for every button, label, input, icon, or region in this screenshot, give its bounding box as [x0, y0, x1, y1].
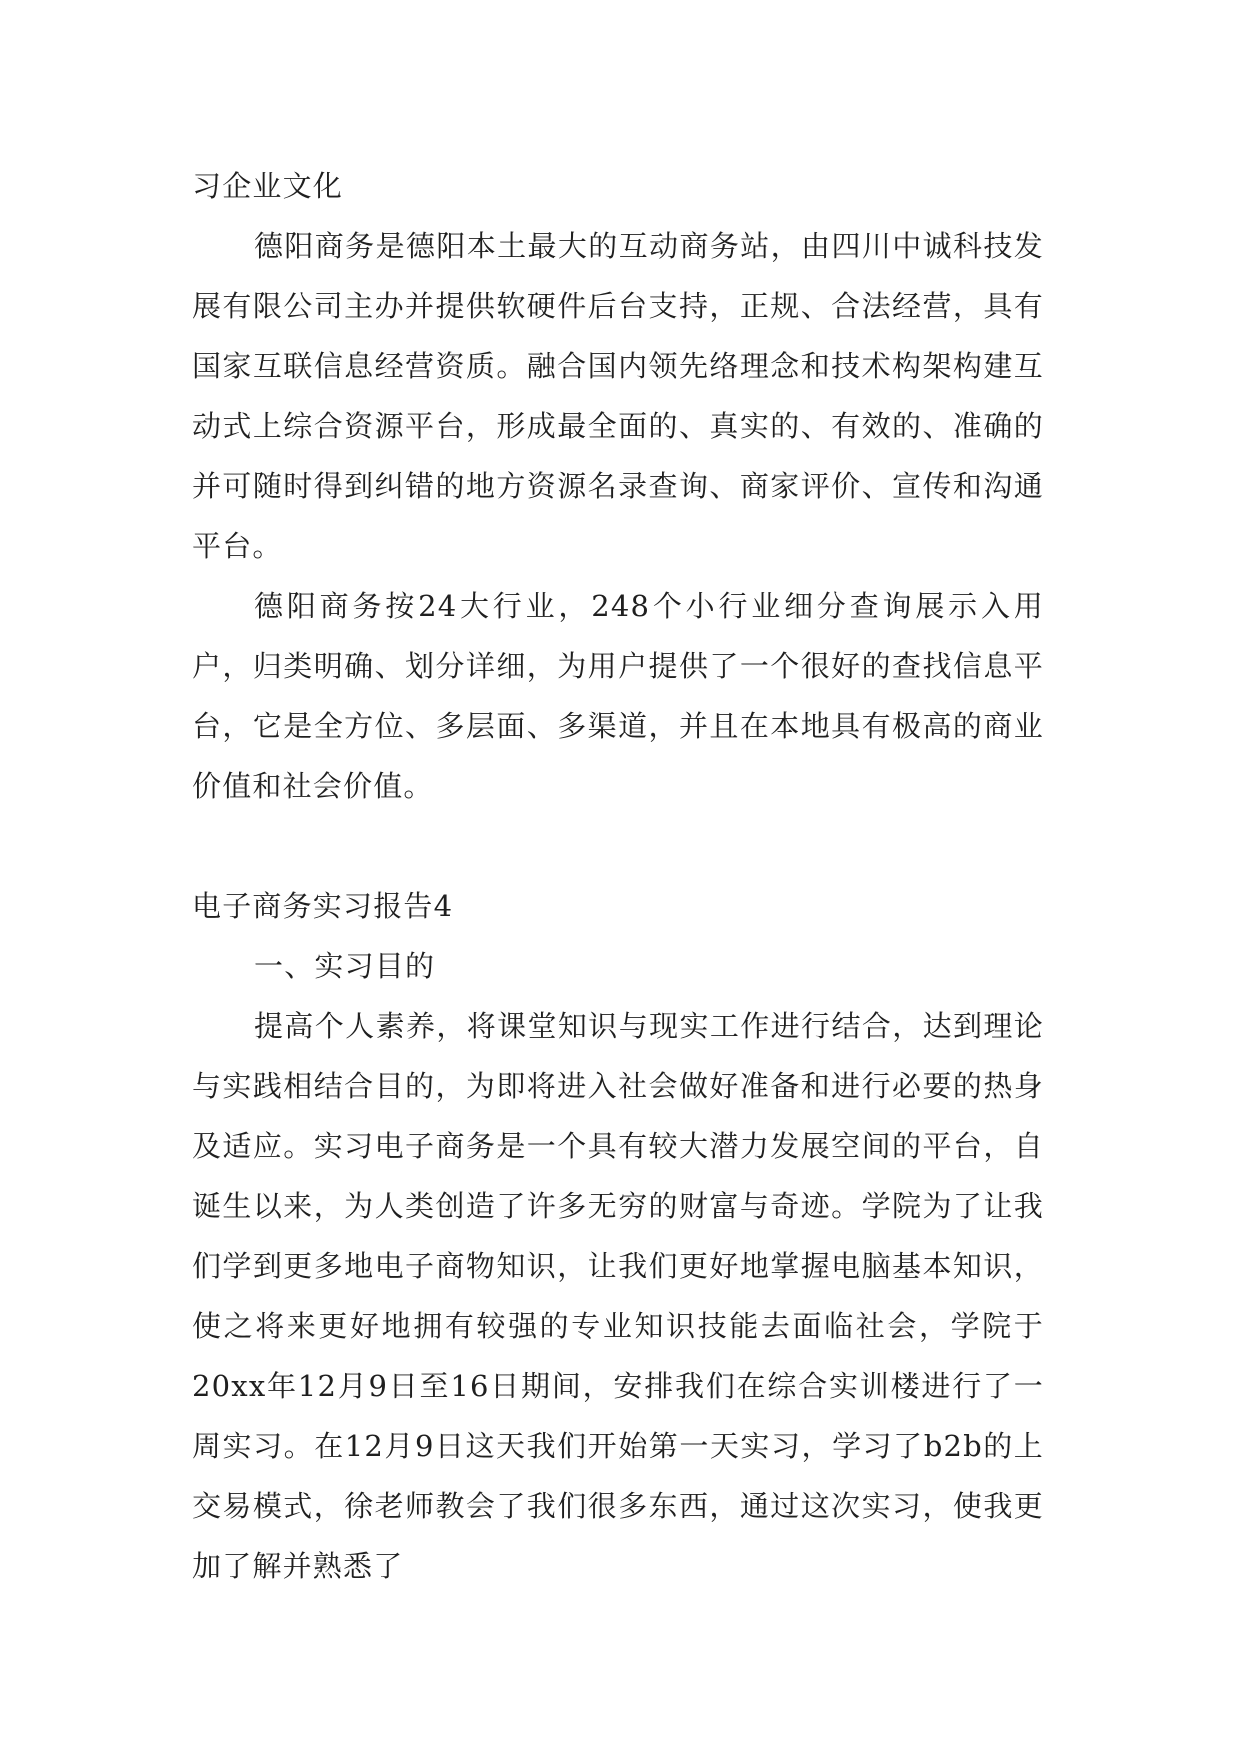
internship-purpose-heading: 一、实习目的: [254, 949, 436, 983]
document-body: [192, 156, 1044, 1596]
continued-heading-fragment: 习企业文化: [192, 169, 344, 203]
internship-purpose-paragraph: 提高个人素养，将课堂知识与现实工作进行结合，达到理论与实践相结合目的，为即将进入社会做好准备和进行必要的热身及适应。实习电子商务是一个具有较大潜力发展空间的平台，自诞生以来，为人类创造了许多无穷的财富与奇迹。学院为了让我们学到更多地电子商物知识，让我们更好地掌握电脑基本知识，使之将来更好地拥有较强的专业知识技能去面临社会，学院于20xx年12月9日至16日期间，安排我们在综合实训楼进行了一周实习。在12月9日这天我们开始第一天实习，学习了b2b的上交易模式，徐老师教会了我们很多东西，通过这次实习，使我更加了解并熟悉了: [192, 1009, 1044, 1583]
report-section-title: 电子商务实习报告4: [192, 889, 454, 923]
company-intro-paragraph: 德阳商务是德阳本土最大的互动商务站，由四川中诚科技发展有限公司主办并提供软硬件后台支持，正规、合法经营，具有国家互联信息经营资质。融合国内领先络理念和技术构架构建互动式上综合资源平台，形成最全面的、真实的、有效的、准确的并可随时得到纠错的地方资源名录查询、商家评价、宣传和沟通平台。: [192, 229, 1044, 563]
industry-categories-paragraph: 德阳商务按24大行业，248个小行业细分查询展示入用户，归类明确、划分详细，为用户提供了一个很好的查找信息平台，它是全方位、多层面、多渠道，并且在本地具有极高的商业价值和社会价值。: [192, 589, 1044, 803]
